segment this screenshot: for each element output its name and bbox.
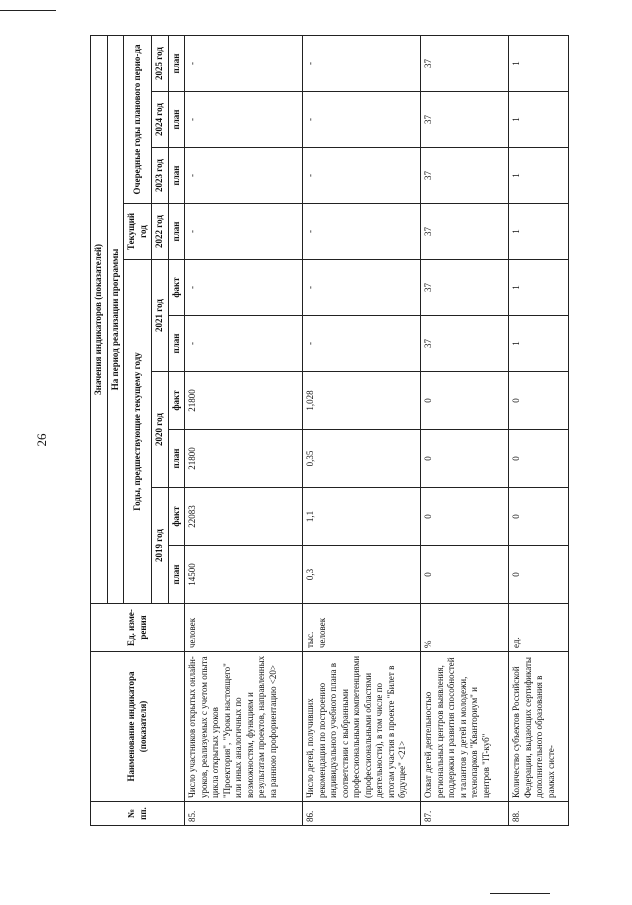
row-num: 87. (421, 802, 509, 826)
header-name: Наименование индикатора (показателя) (91, 652, 185, 802)
header-unit: Ед. изме-рения (91, 604, 185, 652)
cell-2020-fact: 0 (509, 372, 569, 430)
row-unit: ед. (509, 604, 569, 652)
header-2020: 2020 год (152, 372, 169, 488)
header-values: Значения индикаторов (показателей) (91, 35, 108, 603)
cell-2025-plan: - (303, 35, 421, 91)
cell-2019-plan: 14500 (185, 546, 303, 604)
row-unit: человек (185, 604, 303, 652)
cell-2024-plan: 37 (421, 92, 509, 148)
header-current: Текущий год (124, 204, 152, 260)
indicators-table (90, 35, 569, 826)
page-number: 26 (34, 433, 49, 447)
row-name: Количество субъектов Российской Федерации, выдающих сертификаты дополнительного образования в рамках систе- (509, 652, 569, 802)
cell-2020-plan: 21800 (185, 430, 303, 488)
cell-2023-plan: - (303, 148, 421, 204)
cell-2024-plan: - (185, 92, 303, 148)
cell-2020-fact: 1,028 (303, 372, 421, 430)
cell-2019-plan: 0 (421, 546, 509, 604)
cell-2024-plan: - (303, 92, 421, 148)
header-plan: план (168, 92, 185, 148)
row-num: 88. (509, 802, 569, 826)
header-fact: факт (168, 372, 185, 430)
cell-2021-fact: - (185, 260, 303, 316)
cell-2025-plan: 1 (509, 35, 569, 91)
header-fact: факт (168, 260, 185, 316)
cell-2025-plan: 37 (421, 35, 509, 91)
header-2022: 2022 год (152, 204, 169, 260)
cell-2020-plan: 0,35 (303, 430, 421, 488)
header-plan: план (168, 35, 185, 91)
header-2021: 2021 год (152, 260, 169, 372)
cell-2020-plan: 0 (421, 430, 509, 488)
row-num: 86. (303, 802, 421, 826)
cell-2019-fact: 1,1 (303, 488, 421, 546)
header-2025: 2025 год (152, 35, 169, 91)
cell-2022-plan: 1 (509, 204, 569, 260)
header-plan: план (168, 316, 185, 372)
table-row (185, 35, 303, 825)
decorative-line-top (0, 10, 56, 11)
table-row (421, 35, 509, 825)
cell-2019-plan: 0,3 (303, 546, 421, 604)
header-plan: план (168, 148, 185, 204)
row-name: Число детей, получивших рекомендации по построению индивидуального учебного плана в соответствии с выбранными профессиональными компетенциями (профессиональными областями деятельности), в том числе по итогам участия в проекте "Билет в будущее" <21> (303, 652, 421, 802)
cell-2024-plan: 1 (509, 92, 569, 148)
cell-2020-fact: 0 (421, 372, 509, 430)
cell-2019-plan: 0 (509, 546, 569, 604)
header-plan: план (168, 204, 185, 260)
header-program: На период реализации программы (107, 35, 124, 603)
row-unit: % (421, 604, 509, 652)
cell-2022-plan: - (185, 204, 303, 260)
header-planned: Очередные годы планового перио-да (124, 35, 152, 203)
header-fact: факт (168, 488, 185, 546)
cell-2019-fact: 0 (421, 488, 509, 546)
header-2024: 2024 год (152, 92, 169, 148)
cell-2020-fact: 21800 (185, 372, 303, 430)
header-2023: 2023 год (152, 148, 169, 204)
table-row (509, 35, 569, 825)
cell-2023-plan: 1 (509, 148, 569, 204)
header-plan: план (168, 430, 185, 488)
cell-2021-plan: 1 (509, 316, 569, 372)
cell-2023-plan: - (185, 148, 303, 204)
cell-2025-plan: - (185, 35, 303, 91)
cell-2021-fact: 37 (421, 260, 509, 316)
table-row (303, 35, 421, 825)
decorative-line-bottom (490, 893, 550, 894)
header-2019: 2019 год (152, 488, 169, 604)
cell-2022-plan: - (303, 204, 421, 260)
cell-2020-plan: 0 (509, 430, 569, 488)
cell-2021-fact: - (303, 260, 421, 316)
cell-2021-plan: - (303, 316, 421, 372)
cell-2021-fact: 1 (509, 260, 569, 316)
cell-2021-plan: 37 (421, 316, 509, 372)
header-num: № пп. (91, 802, 185, 826)
row-num: 85. (185, 802, 303, 826)
cell-2019-fact: 0 (509, 488, 569, 546)
row-name: Число участников открытых онлайн-уроков, реализуемых с учетом опыта цикла открытых уроков "Проектория", "Уроки настоящего" или иных аналогичных по возможностям, функциям и результатам проектов, направленных на раннюю профориентацию <20> (185, 652, 303, 802)
cell-2019-fact: 22083 (185, 488, 303, 546)
header-preceding: Годы, предшествующие текущему году (124, 260, 152, 604)
header-plan: план (168, 546, 185, 604)
cell-2023-plan: 37 (421, 148, 509, 204)
row-unit: тыс. человек (303, 604, 421, 652)
rotated-table-wrapper (90, 36, 600, 826)
row-name: Охват детей деятельностью региональных центров выявления, поддержки и развития способностей и талантов у детей и молодежи, технопарков "Кванториум" и центров "IT-куб" (421, 652, 509, 802)
cell-2021-plan: - (185, 316, 303, 372)
cell-2022-plan: 37 (421, 204, 509, 260)
